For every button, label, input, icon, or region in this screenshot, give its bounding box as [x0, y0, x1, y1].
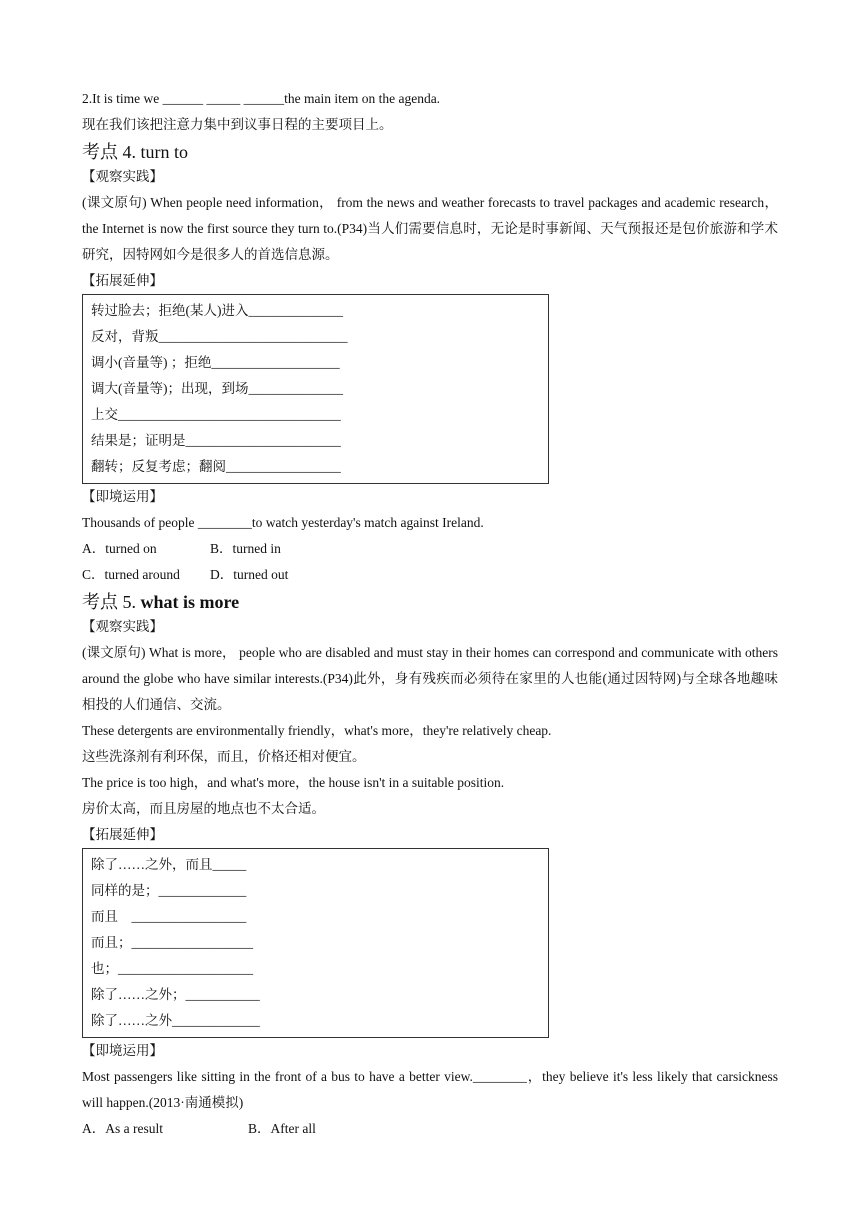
extend-item: 上交_________________________________ [91, 407, 341, 422]
point4-extend-box [82, 294, 549, 484]
point5-extend-label: 【拓展延伸】 [82, 827, 163, 842]
extend-item: 调小(音量等) ；拒绝___________________ [91, 355, 340, 370]
point5-question: Most passengers like sitting in the front of a bus to have a better view.________，they believe it's less likely that carsickness will happen.(2013·南通模拟) [82, 1069, 778, 1110]
point4-observe-label: 【观察实践】 [82, 169, 163, 184]
point4-extend-label: 【拓展延伸】 [82, 273, 163, 288]
point5-heading-term: what is more [140, 592, 240, 612]
extend-item: 结果是；证明是_______________________ [91, 433, 341, 448]
example-sentence: These detergents are environmentally friendly，what's more，they're relatively cheap. [82, 723, 552, 738]
point5-heading [82, 590, 778, 614]
point5-source-text: (课文原句) What is more， people who are disabled and must stay in their homes can correspond and communicate with others around the globe who have similar interests.(P34)此外，身有残疾而必须待在家里的人也能(通过因特网)与全球各地趣味相投的人们通信、交流。 [82, 645, 778, 712]
extend-item: 同样的是；_____________ [91, 883, 247, 898]
extend-item: 反对，背叛____________________________ [91, 329, 348, 344]
extend-item: 除了……之外；___________ [91, 987, 260, 1002]
point4-question: Thousands of people ________to watch yesterday's match against Ireland. [82, 515, 484, 530]
extend-item: 翻转；反复考虑；翻阅_________________ [91, 459, 341, 474]
option-b: B．After all [248, 1121, 316, 1136]
extend-item: 调大(音量等)；出现，到场______________ [91, 381, 343, 396]
extend-item: 而且 _________________ [91, 909, 247, 924]
extend-item: 除了……之外，而且_____ [91, 857, 247, 872]
point5-extend-box [82, 848, 549, 1038]
point4-heading-prefix: 考点 4. [82, 142, 141, 162]
extend-item: 转过脸去；拒绝(某人)进入______________ [91, 303, 343, 318]
point4-options-row-1 [82, 536, 778, 562]
option-a: A．As a result [82, 1121, 163, 1136]
example-translation: 这些洗涤剂有利环保，而且，价格还相对便宜。 [82, 749, 366, 764]
point4-options-row-2 [82, 562, 778, 588]
q2-sentence: 2.It is time we ______ _____ ______the main item on the agenda. [82, 91, 441, 106]
extend-item: 除了……之外_____________ [91, 1013, 260, 1028]
example-sentence: The price is too high，and what's more，the house isn't in a suitable position. [82, 775, 505, 790]
q2-translation: 现在我们该把注意力集中到议事日程的主要项目上。 [82, 117, 393, 132]
option-c: C．turned around [82, 567, 180, 582]
point5-heading-prefix: 考点 5. [82, 592, 141, 612]
point4-apply-label: 【即境运用】 [82, 489, 163, 504]
example-translation: 房价太高，而且房屋的地点也不太合适。 [82, 801, 325, 816]
option-a: A．turned on [82, 541, 157, 556]
option-b: B．turned in [210, 541, 281, 556]
point5-observe-label: 【观察实践】 [82, 619, 163, 634]
point4-source-text: (课文原句) When people need information， from the news and weather forecasts to travel packages and academic research，the Internet is now the first source they turn to.(P34)当人们需要信息时，无论是时事新闻、天气预报还是包价旅游和学术研究，因特网如今是很多人的首选信息源。 [82, 195, 778, 262]
point4-heading [82, 140, 778, 164]
extend-item: 也；____________________ [91, 961, 253, 976]
point5-apply-label: 【即境运用】 [82, 1043, 163, 1058]
point5-options-row-1 [82, 1116, 778, 1142]
extend-item: 而且；__________________ [91, 935, 253, 950]
option-d: D．turned out [210, 567, 289, 582]
point4-heading-term: turn to [140, 142, 188, 162]
document-page [82, 86, 778, 1142]
